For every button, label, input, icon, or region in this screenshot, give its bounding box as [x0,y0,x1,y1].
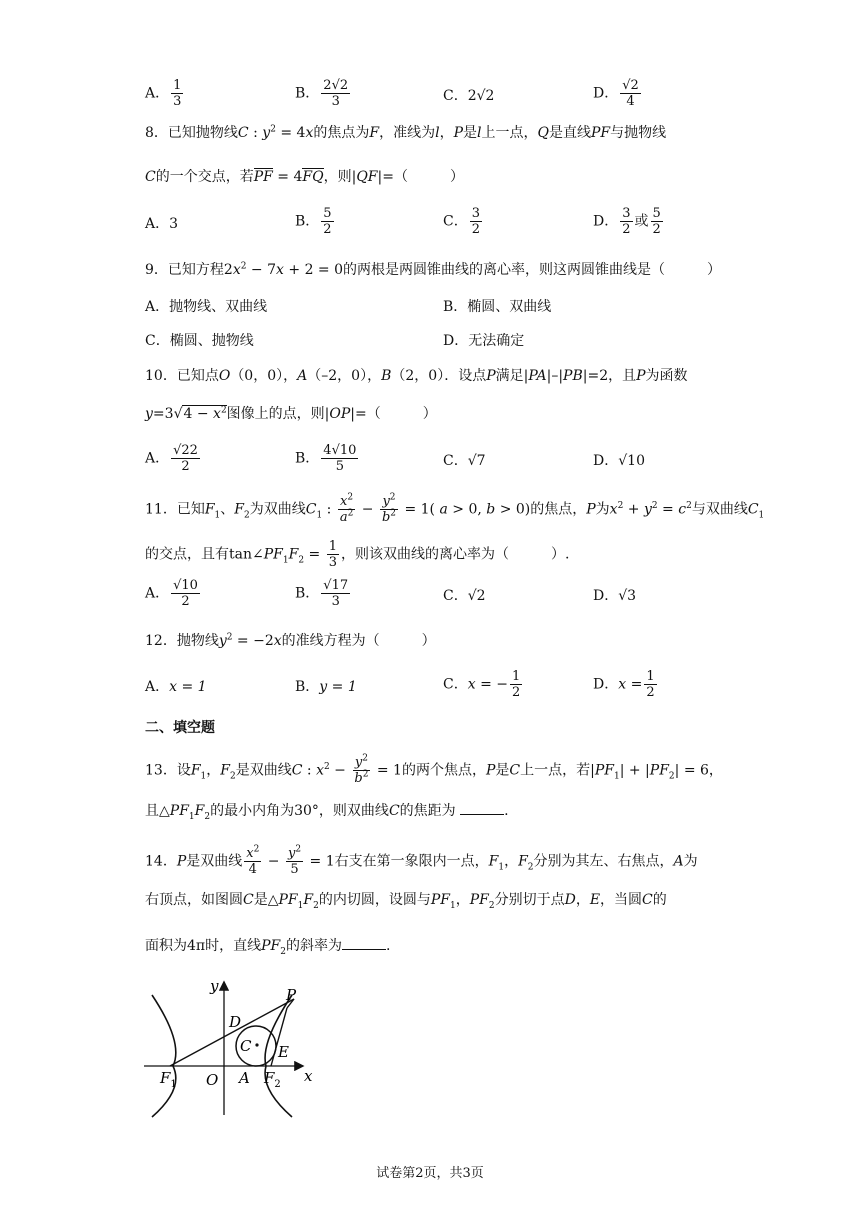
q8-option-d: D． $\frac{3}{2}$ 或 $\frac{5}{2}$ [593,206,661,237]
q8-option-a: A．3 [145,216,179,232]
section-fill-in-blank: 二、填空题 [145,720,215,736]
label-e: E [278,1043,289,1061]
label-x: x [304,1067,313,1085]
q10-option-a: A． $\frac{√22}{2}$ [145,443,198,474]
q9-option-b: B．椭圆、双曲线 [443,299,552,315]
q10-line-2: y=3√ $4 - x^2$图像上的点，则|OP|=（ ） [145,404,437,424]
q9-stem: 9．已知方程$2x^2 - 7x + 2 = 0$的两根是两圆锥曲线的离心率，则这两圆锥曲线是（ ） [145,261,722,278]
label-a: A [239,1069,250,1087]
q12-option-d: D．x = $\frac{1}{2}$ [593,669,655,700]
hyperbola-figure [140,975,320,1120]
q14-line-2: 右顶点，如图圆C是$\triangle PF_1F_2$的内切圆，设圆与$PF_1$，$PF_2$分别切于点D，E，当圆C的 [145,892,667,911]
q10-option-d: D．√10 [593,453,645,469]
q7-option-c: C．2√2 [443,88,495,104]
q12-option-c: C．x = − $\frac{1}{2}$ [443,669,521,700]
label-c: C [240,1037,252,1055]
q12-stem: 12．抛物线$y^2 = -2x$的准线方程为（ ） [145,632,436,649]
label-y: y [210,977,219,995]
center-c [255,1043,258,1046]
segment-pf1 [170,999,294,1066]
page-footer: 试卷第2页，共3页 [376,1166,484,1181]
q10-line-1: 10．已知点O（0，0），A（–2，0），B（2，0）．设点P满足|PA|–|PB|=2，且P为函数 [145,368,688,384]
q11-line-1: 11．已知$F_1$、$F_2$为双曲线$C_1$ : $\frac{x^2}{a^2}$ − $\frac{y^2}{b^2}$ = 1( a > 0, b > 0)的焦点，P为$x^2 + y^2 = c^2$与双曲线$C_1$ [145,492,765,525]
q9-option-d: D．无法确定 [443,333,525,349]
label-f1: $F_1$ [160,1069,177,1090]
q10-option-c: C．√7 [443,453,486,469]
q13-line-1: 13．设$F_1$，$F_2$是双曲线C : $x^2$ − $\frac{y^2}{b^2}$ = 1的两个焦点，P是C上一点，若$|PF_1| + |PF_2| = 6$， [145,753,723,786]
q7-option-d: D． $\frac{√2}{4}$ [593,78,639,109]
q13-answer-blank[interactable] [460,800,504,815]
label-d: D [229,1013,242,1031]
q14-line-3: 面积为4π时，直线$PF_2$的斜率为 . [145,935,390,956]
q9-option-a: A．抛物线、双曲线 [145,299,268,315]
q12-option-a: A．x = 1 [145,679,207,695]
q7-option-a: A． $\frac{1}{3}$ [145,78,182,109]
label-p: P [286,986,297,1004]
q12-option-b: B．y = 1 [295,679,357,695]
q13-line-2: 且$\triangle PF_1F_2$的最小内角为30°，则双曲线C的焦距为 . [145,800,509,821]
q8-option-b: B． $\frac{5}{2}$ [295,206,332,237]
q14-line-1: 14．P是双曲线 $\frac{x^2}{4}$ − $\frac{y^2}{5}$ = 1右支在第一象限内一点，$F_1$，$F_2$分别为其左、右焦点，A为 [145,844,698,877]
hyperbola-left-branch [152,995,176,1117]
label-o: O [206,1071,219,1089]
q11-option-a: A． $\frac{√10}{2}$ [145,578,198,609]
q10-option-b: B． $\frac{4√10}{5}$ [295,443,357,474]
q11-option-d: D．√3 [593,588,637,604]
q7-option-b: B． $\frac{2√2}{3}$ [295,78,349,109]
q11-option-b: B． $\frac{√17}{3}$ [295,578,349,609]
q8-option-c: C． $\frac{3}{2}$ [443,206,480,237]
label-f2: $F_2$ [264,1069,281,1090]
q11-option-c: C．√2 [443,588,486,604]
q8-line-2: C的一个交点，若PF = 4FQ，则|QF|=（ ） [145,169,464,185]
q11-line-2: 的交点，且有$\tan\angle PF_1F_2$ = $\frac{1}{3}$ ，则该双曲线的离心率为（ ）. [145,539,570,570]
q9-option-c: C．椭圆、抛物线 [145,333,254,349]
q14-answer-blank[interactable] [342,935,386,950]
q8-line-1: 8．已知抛物线C : $y^2 = 4x$的焦点为F，准线为l，P是l上一点，Q是直线PF与抛物线 [145,124,667,141]
